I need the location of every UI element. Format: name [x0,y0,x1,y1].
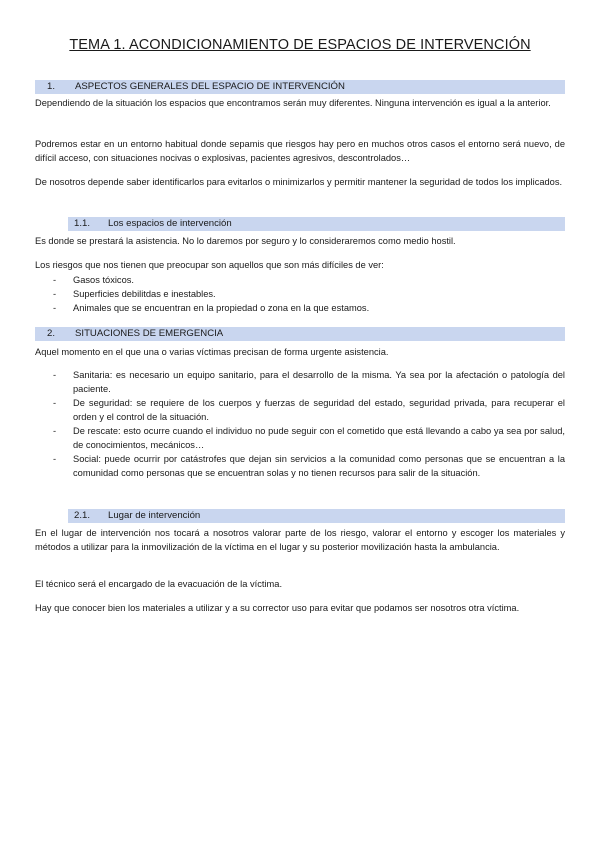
subsection-1-1-number: 1.1. [74,218,91,229]
subsection-2-1-number: 2.1. [74,510,91,521]
section-1-heading [35,80,565,94]
paragraph: Podremos estar en un entorno habitual donde sepamis que riesgos hay pero en muchos otros casos el entorno será nuevo, de difícil acceso, con situaciones nocivas o explosivas, pacientes agresivos, descontrolados… [35,139,565,163]
section-2-heading [35,327,565,341]
document-title: TEMA 1. ACONDICIONAMIENTO DE ESPACIOS DE INTERVENCIÓN [69,37,531,53]
section-1-title: ASPECTOS GENERALES DEL ESPACIO DE INTERVENCIÓN [75,81,345,92]
paragraph: En el lugar de intervención nos tocará a nosotros valorar parte de los riesgo, valorar el entorno y escoger los materiales y métodos a utilizar para la inmovilización de la víctima en el lugar y su posterior movilización hasta la ambulancia. [35,528,565,552]
paragraph: Aquel momento en el que una o varias víctimas precisan de forma urgente asistencia. [35,347,389,357]
subsection-1-1-title: Los espacios de intervención [108,218,232,229]
section-2-title: SITUACIONES DE EMERGENCIA [75,328,224,339]
paragraph: El técnico será el encargado de la evacuación de la víctima. [35,579,283,589]
subsection-2-1-heading [68,509,565,523]
paragraph: Los riesgos que nos tienen que preocupar son aquellos que son más difíciles de ver: [35,260,384,270]
section-1-number: 1. [47,81,56,92]
paragraph: Es donde se prestará la asistencia. No lo daremos por seguro y lo consideraremos como medio hostil. [35,236,456,246]
subsection-2-1-title: Lugar de intervención [108,510,201,521]
subsection-1-1-heading [68,217,565,231]
paragraph: Dependiendo de la situación los espacios que encontramos serán muy diferentes. Ninguna intervención es igual a la anterior. [35,98,551,108]
paragraph: Hay que conocer bien los materiales a utilizar y a su corrector uso para evitar que podamos ser nosotros otra víctima. [35,603,520,613]
document-page: TEMA 1. ACONDICIONAMIENTO DE ESPACIOS DE INTERVENCIÓN 1. ASPECTOS GENERALES DEL ESPACIO DE INTERVENCIÓN Dependiendo de la situación los espacios que encontramos serán muy diferentes. Ninguna intervención es igual a la anterior. Podremos estar en un entorno habitual donde sepamis que riesgos hay pero en muchos otros casos el entorno será nuevo, de difícil acceso, con situaciones nocivas o explosivas, pacientes agresivos, descontrolados… De nosotros depende saber identificarlos para evitarlos o minimizarlos y permitir mantener la seguridad de todos los implicados. 1.1. Los espacios de intervención Es donde se prestará la asistencia. No lo daremos por seguro y lo consideraremos como medio hostil. Los riesgos que nos tienen que preocupar son aquellos que son más difíciles de ver: - Gasos tóxicos. - Superficies debilitdas e inestables. - Animales que se encuentran en la propiedad o zona en la que estamos. 2. SITUACIONES DE EMERGENCIA Aquel momento en el que una o varias víctimas precisan de forma urgente asistencia. - Sanitaria: es necesario un equipo sanitario, para el desarrollo de la misma. Ya sea por la afectación o patología del paciente. - De seguridad: se requiere de los cuerpos y fuerzas de seguridad del estado, seguridad privada, para recuperar el orden y el control de la situación. - De rescate: esto ocurre cuando el individuo no pude seguir con el cometido que está llevando a cabo ya sea por salud, de conocimientos, mecánicos… - Social: puede ocurrir por catástrofes que dejan sin servicios a la comunidad como personas que se encuentran a la comunidad como personas que se encuentran solas y no tienen recursos para salir de la situación. 2.1. Lugar de intervención En el lugar de intervención nos tocará a nosotros valorar parte de los riesgo, valorar el entorno y escoger los materiales y métodos a utilizar para la inmovilización de la víctima en el lugar y su posterior movilización hasta la ambulancia. El técnico será el encargado de la evacuación de la víctima. Hay que conocer bien los materiales a utilizar y a su corrector uso para evitar que podamos ser nosotros otra víctima. [0,0,600,848]
section-2-number: 2. [47,328,56,339]
paragraph: De nosotros depende saber identificarlos para evitarlos o minimizarlos y permitir mantener la seguridad de todos los implicados. [35,177,563,187]
